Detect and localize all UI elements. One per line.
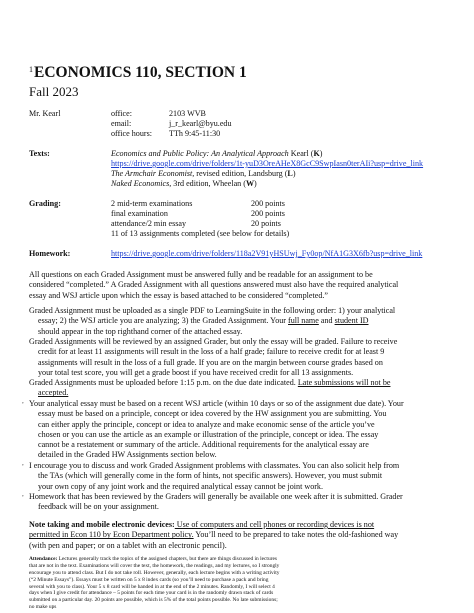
footnote-mark: 1 (29, 65, 33, 74)
text-line: considered “completed.” A Graded Assignment with all questions answered must also have the required analytical (29, 280, 399, 290)
text-line: no make ups (29, 604, 57, 611)
text-line: your total test score, you will get a grade boost if you have received credit for all 13 assignments. (38, 367, 354, 377)
term: Fall 2023 (29, 84, 79, 99)
deadline-paragraph (29, 378, 447, 399)
upload-paragraph (29, 306, 447, 337)
book-author-wheelan: , 3rd edition, Wheelan ( (169, 179, 246, 188)
text-landsburg (111, 169, 296, 179)
email-value[interactable]: j_r_kearl@byu.edu (169, 119, 232, 128)
review-paragraph (29, 337, 447, 378)
grading-item-name: 2 mid-term examinations (111, 199, 193, 208)
text-run: essay; 2) the WSJ article you are analyzing; 3) the Graded Assignment. Your (38, 316, 289, 326)
essay-paragraph (29, 399, 447, 461)
text-line: several with you to class). Your 5 x 8 card will be handed in at the end of the 2 minutes. Randomly, I will select 4 (29, 583, 275, 590)
book-title-wheelan: Naked Economics (111, 179, 170, 188)
text-line (29, 556, 447, 563)
office-hours-value: TTh 9:45-11:30 (169, 129, 221, 138)
bullet-mark: , (22, 397, 24, 405)
grading-note: 11 of 13 assignments completed (see below for details) (111, 229, 290, 238)
attendance-heading: Attendance: (29, 556, 58, 562)
text-line: days when I give credit for attendance – 5 points for each time your card is in the randomly drawn stack of cards (29, 590, 274, 597)
text-line: All questions on each Graded Assignment must be answered fully and be readable for an assignment to be (29, 270, 373, 279)
completion-paragraph (29, 270, 447, 301)
book-paren-l: ) (292, 169, 296, 178)
text-line: Your analytical essay must be based on a recent WSJ article (within 10 days or so of the assignment due date). Your (29, 399, 404, 408)
texts-label: Texts: (29, 149, 50, 158)
text-line: chosen or you can use the article as an example or illustration of the principle, concept or idea. The essay (38, 429, 379, 439)
homework-drive-link[interactable]: https://drive.google.com/drive/folders/118a2V91yHSUwj_Fy0op/NfA1G3X6fb?usp=drive_link (111, 249, 423, 258)
book-author-landsburg: , revised edition, Landsburg ( (192, 169, 288, 178)
text-line: (“2 Minute Essays”). Essays must be written on 5 x 8 index cards (so you’ll need to purchase a pack and bring (29, 576, 269, 583)
instructor-name: Mr. Kearl (29, 109, 61, 118)
devices-policy-underlined: Use of computers and cell phones or recording devices is not (174, 520, 375, 529)
text-run: Lectures generally track the topics of the assigned chapters, but there are things discussed in lectures (57, 556, 277, 562)
book-paren-k: ) (319, 149, 323, 158)
devices-paragraph (29, 520, 447, 551)
text-line: cannot be a restatement or summary of the article. Additional requirements for the analytical essay are (38, 440, 369, 450)
late-policy-underlined: Late submissions will not be (297, 378, 391, 387)
bullet-mark: , (22, 490, 24, 498)
grading-item-name: attendance/2 min essay (111, 219, 187, 228)
text-line: encourage you to attend class. But I do not take roll. However, generally, each lecture begins with a writing activity (29, 569, 280, 576)
book-title-kearl: Economics and Public Policy: An Analytical Approach (111, 149, 289, 158)
book-code-k: K (313, 149, 320, 158)
course-title (29, 64, 247, 82)
text-run: Graded Assignments must be uploaded before 1:15 p.m. on the due date indicated. (29, 378, 298, 387)
text-line: your own copy of any joint work and the required analytical essay cannot be joint work. (38, 481, 324, 491)
text-run: and (318, 316, 335, 326)
text-line (29, 520, 447, 530)
text-run: You’ll need to be prepared to take notes the old-fashioned way (193, 530, 399, 540)
office-hours-label: office hours: (111, 129, 152, 138)
collaboration-paragraph (29, 461, 447, 492)
course-name: ECONOMICS 110, SECTION 1 (34, 64, 247, 81)
grading-item-points: 200 points (251, 199, 285, 208)
book-paren-w: ) (254, 179, 257, 188)
book-author-kearl: Kearl ( (288, 149, 314, 158)
homework-label: Homework: (29, 249, 71, 258)
text-line (29, 530, 447, 540)
text-line: can either apply the principle, concept or idea to analyze and make economic sense of the article you’ve (38, 419, 375, 429)
text-line (29, 316, 447, 326)
text-line: assignments will result in the loss of a full grade. If you are on the margin between course grades based on (38, 357, 383, 367)
text-wheelan (111, 179, 257, 189)
text-line: essay must be based on a principle, concept or idea covered by the HW assignment you are submitting. You (38, 409, 387, 419)
text-line: that are not in the text. Examinations will cover the text, the homework, the readings, and my lectures, so I strongly (29, 562, 280, 569)
text-line: feedback will be on your assignment. (38, 502, 159, 512)
text-line: I encourage you to discuss and work Graded Assignment problems with classmates. You can also solicit help from (29, 461, 400, 470)
book-code-l: L (287, 169, 293, 178)
devices-heading: Note taking and mobile electronic devices: (29, 520, 175, 529)
email-label: email: (111, 119, 132, 128)
grading-label: Grading: (29, 199, 61, 208)
text-line: should appear in the top righthand corner of the attached essay. (38, 326, 243, 336)
book-code-w: W (245, 179, 255, 188)
grading-item-points: 200 points (251, 209, 285, 218)
office-label: office: (111, 109, 132, 118)
text-line: the TAs (which will generally come in the form of hints, not specific answers). However, you must submit (38, 471, 383, 481)
grading-item-name: final examination (111, 209, 168, 218)
text-line: Graded Assignments will be reviewed by an assigned Grader, but only the essay will be graded. Failure to receive (29, 337, 398, 346)
feedback-paragraph (29, 492, 447, 513)
text-line (29, 378, 447, 388)
textbook-drive-link[interactable]: https://drive.google.com/drive/folders/1t-yuD3OreAHeX8GcC9SwpIasn0terAIi?usp=drive_link (111, 159, 424, 168)
text-kearl (111, 149, 322, 159)
full-name-underlined: full name (288, 316, 319, 326)
office-value: 2103 WVB (169, 109, 206, 118)
grading-item-points: 20 points (251, 219, 281, 228)
book-title-landsburg: The Armchair Economist (111, 169, 193, 178)
devices-policy-underlined: permitted in Econ 110 by Econ Department policy. (29, 530, 194, 540)
text-line: accepted. (38, 388, 69, 398)
student-id-underlined: student ID (334, 316, 369, 326)
text-line: essay and WSJ article upon which the essay is based attached to be considered “completed.” (29, 290, 328, 300)
text-line: submitted on a particular day. 20 points are possible, which is 5% of the total points possible. No late submissions; (29, 597, 278, 604)
attendance-paragraph (29, 556, 447, 611)
text-line: detailed in the Graded HW Assignments section below. (38, 450, 217, 460)
text-line: (with pen and paper; or on a tablet with an electronic pencil). (29, 540, 227, 550)
bullet-mark: , (22, 459, 24, 467)
text-line: Homework that has been reviewed by the Graders will generally be available one week after it is submitted. Grader (29, 492, 403, 501)
text-line: Graded Assignment must be uploaded as a single PDF to LearningSuite in the following order: 1) your analytical (29, 306, 396, 315)
text-line: credit for at least 11 assignments will result in the loss of a half grade; failure to receive credit for at least 9 (38, 347, 385, 357)
